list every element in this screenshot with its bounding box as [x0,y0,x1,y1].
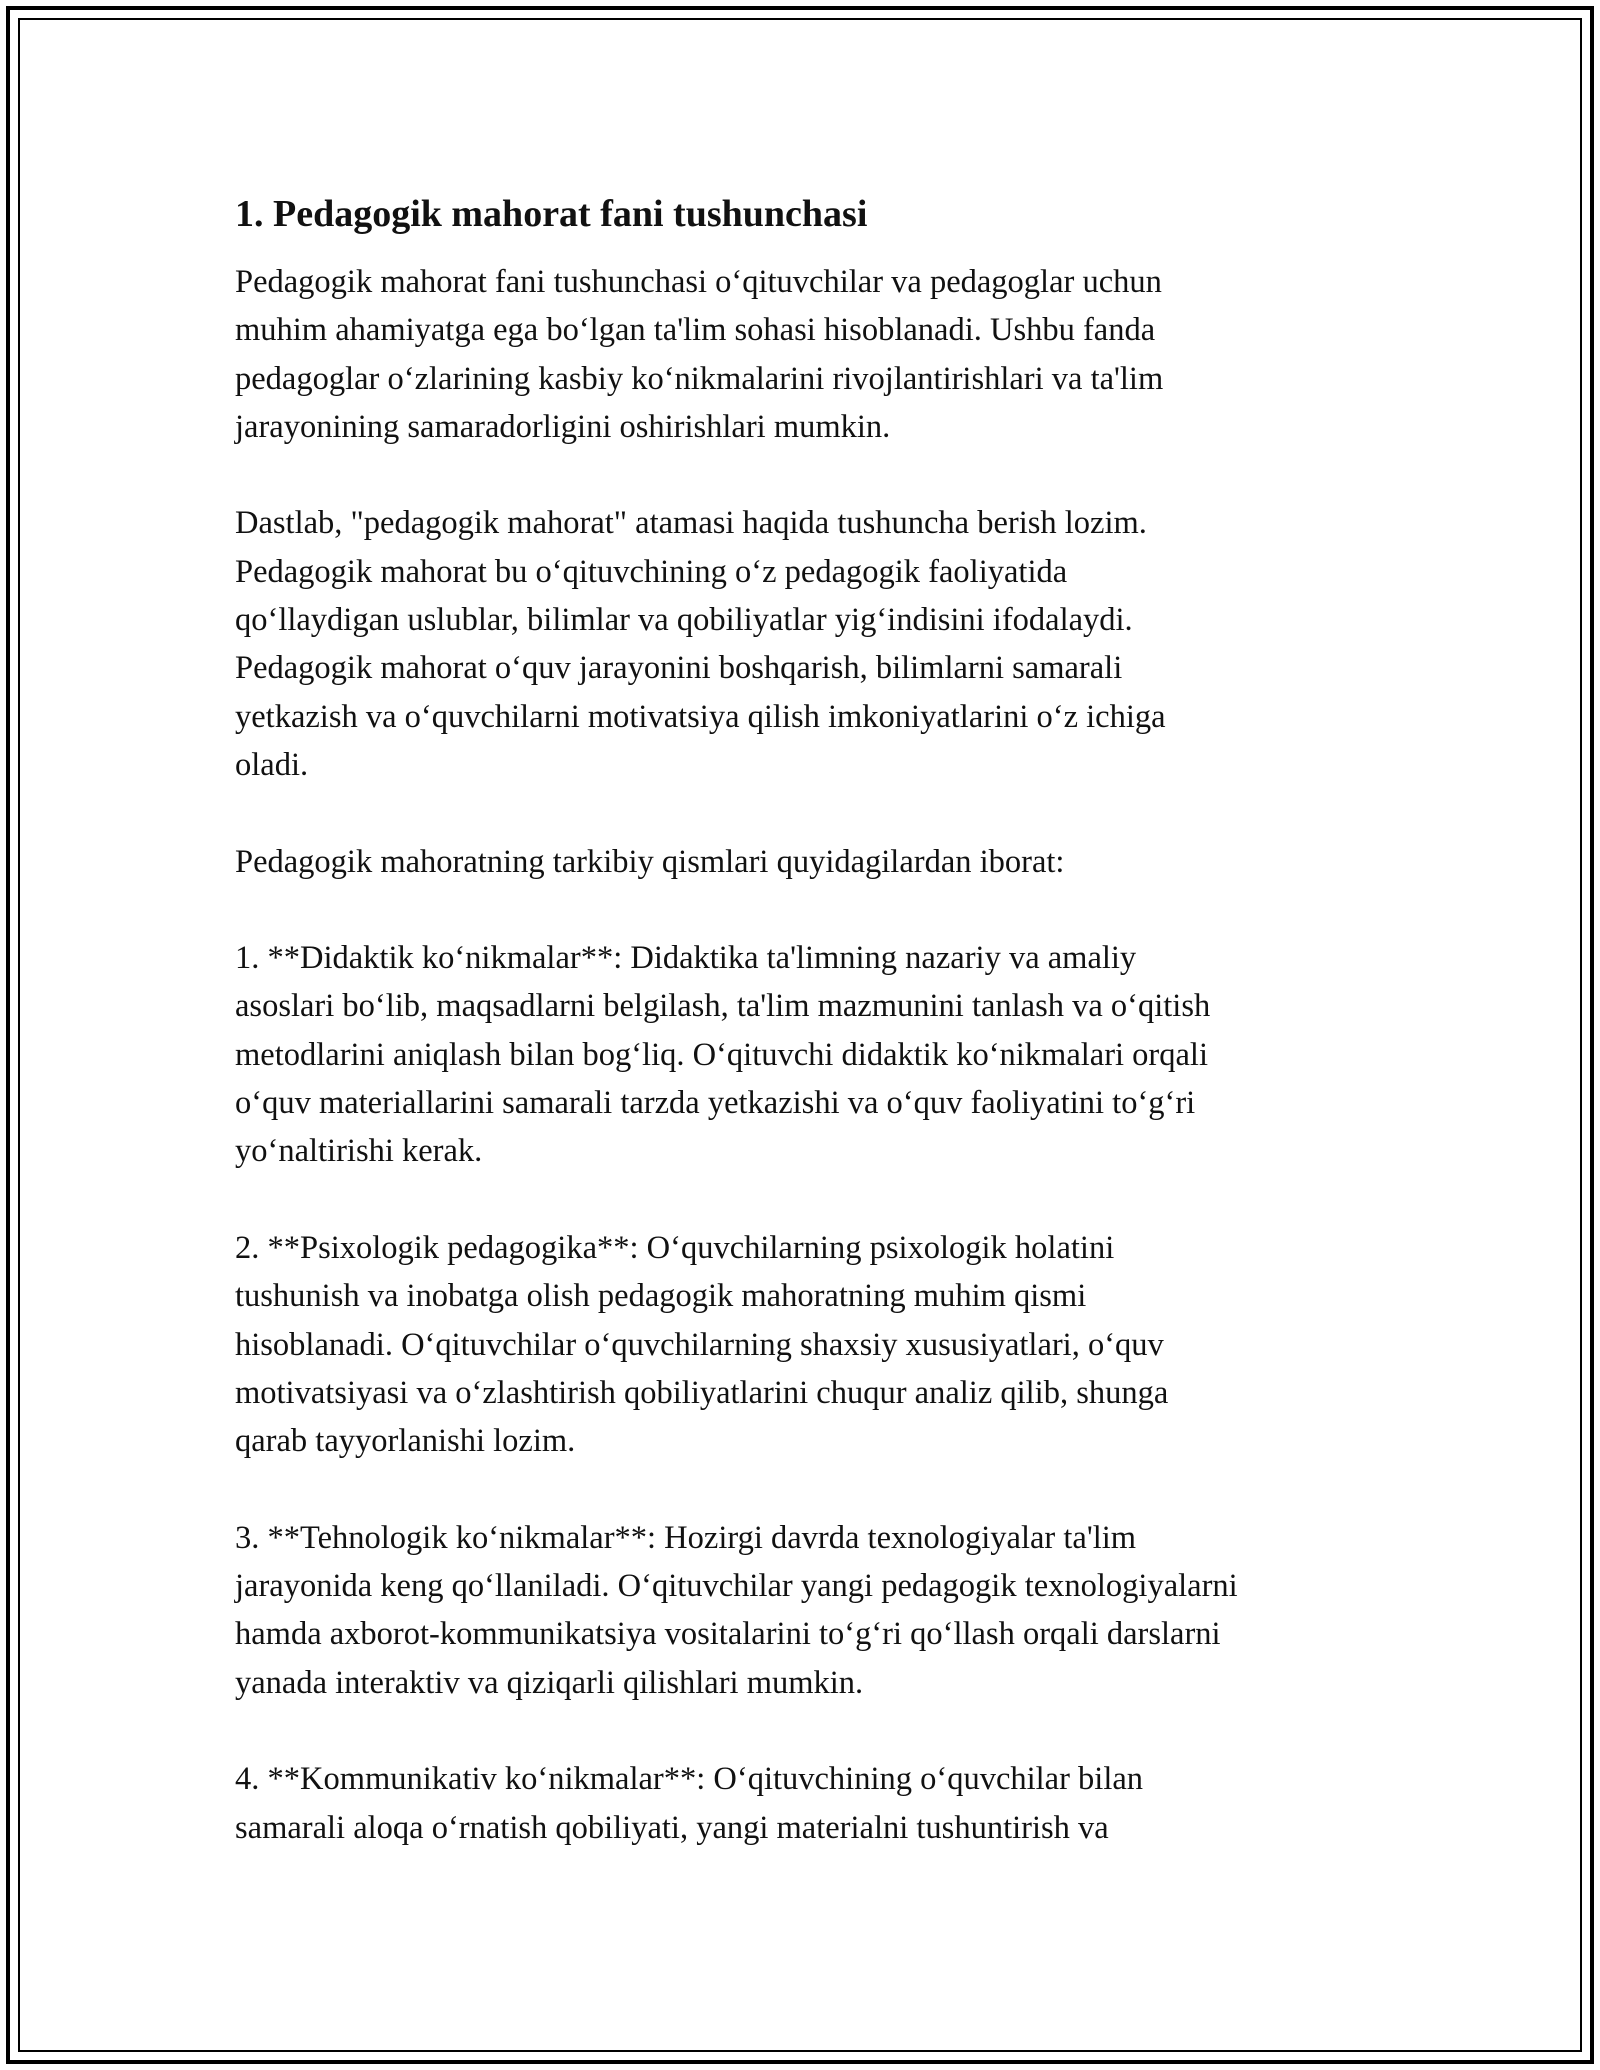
paragraph-intro [235,258,1385,451]
paragraph-item-2 [235,1224,1385,1465]
text-line: pedagoglar o‘zlarining kasbiy ko‘nikmalarini rivojlantirishlari va ta'lim [235,360,1164,397]
paragraph-item-3 [235,1514,1385,1707]
text-line: tushunish va inobatga olish pedagogik mahoratning muhim qismi [235,1278,1087,1315]
paragraph-item-1 [235,934,1385,1175]
text-line: Pedagogik mahorat bu o‘qituvchining o‘z pedagogik faoliyatida [235,553,1068,590]
text-line: Dastlab, "pedagogik mahorat" atamasi haqida tushuncha berish lozim. [235,505,1147,542]
text-line: jarayonida keng qo‘llaniladi. O‘qituvchilar yangi pedagogik texnologiyalarni [235,1568,1238,1605]
text-line: Pedagogik mahoratning tarkibiy qismlari quyidagilardan iborat: [235,843,1065,880]
text-line: Pedagogik mahorat o‘quv jarayonini boshqarish, bilimlarni samarali [235,650,1123,687]
text-line: 4. **Kommunikativ ko‘nikmalar**: O‘qituvchining o‘quvchilar bilan [235,1761,1144,1798]
paragraph-components-intro [235,838,1385,886]
paragraph-definition [235,499,1385,789]
text-line: 3. **Tehnologik ko‘nikmalar**: Hozirgi davrda texnologiyalar ta'lim [235,1519,1137,1556]
text-line: oladi. [235,746,309,783]
text-line: qo‘llaydigan uslublar, bilimlar va qobiliyatlar yig‘indisini ifodalaydi. [235,602,1133,639]
text-line: asoslari bo‘lib, maqsadlarni belgilash, ta'lim mazmunini tanlash va o‘qitish [235,988,1211,1025]
text-line: Pedagogik mahorat fani tushunchasi o‘qituvchilar va pedagoglar uchun [235,264,1162,300]
text-line: hisoblanadi. O‘qituvchilar o‘quvchilarning shaxsiy xususiyatlari, o‘quv [235,1326,1164,1363]
text-line: metodlarini aniqlash bilan bog‘liq. O‘qituvchi didaktik ko‘nikmalari orqali [235,1036,1208,1073]
text-line: 1. **Didaktik ko‘nikmalar**: Didaktika ta'limning nazariy va amaliy [235,940,1137,977]
text-line: qarab tayyorlanishi lozim. [235,1423,576,1460]
text-line: muhim ahamiyatga ega bo‘lgan ta'lim sohasi hisoblanadi. Ushbu fanda [235,312,1156,349]
text-line: hamda axborot-kommunikatsiya vositalarini to‘g‘ri qo‘llash orqali darslarni [235,1616,1221,1653]
text-line: samarali aloqa o‘rnatish qobiliyati, yangi materialni tushuntirish va [235,1809,1109,1846]
text-line: yanada interaktiv va qiziqarli qilishlari mumkin. [235,1664,864,1701]
section-heading: 1. Pedagogik mahorat fani tushunchasi [235,193,868,235]
text-line: 2. **Psixologik pedagogika**: O‘quvchilarning psixologik holatini [235,1229,1115,1266]
text-line: jarayonining samaradorligini oshirishlari mumkin. [235,408,891,445]
paragraph-item-4 [235,1755,1385,1852]
document-body [235,190,1385,1852]
text-line: o‘quv materiallarini samarali tarzda yetkazishi va o‘quv faoliyatini to‘g‘ri [235,1085,1196,1122]
text-line: motivatsiyasi va o‘zlashtirish qobiliyatlarini chuqur analiz qilib, shunga [235,1374,1169,1411]
text-line: yetkazish va o‘quvchilarni motivatsiya qilish imkoniyatlarini o‘z ichiga [235,698,1166,735]
text-line: yo‘naltirishi kerak. [235,1133,483,1170]
